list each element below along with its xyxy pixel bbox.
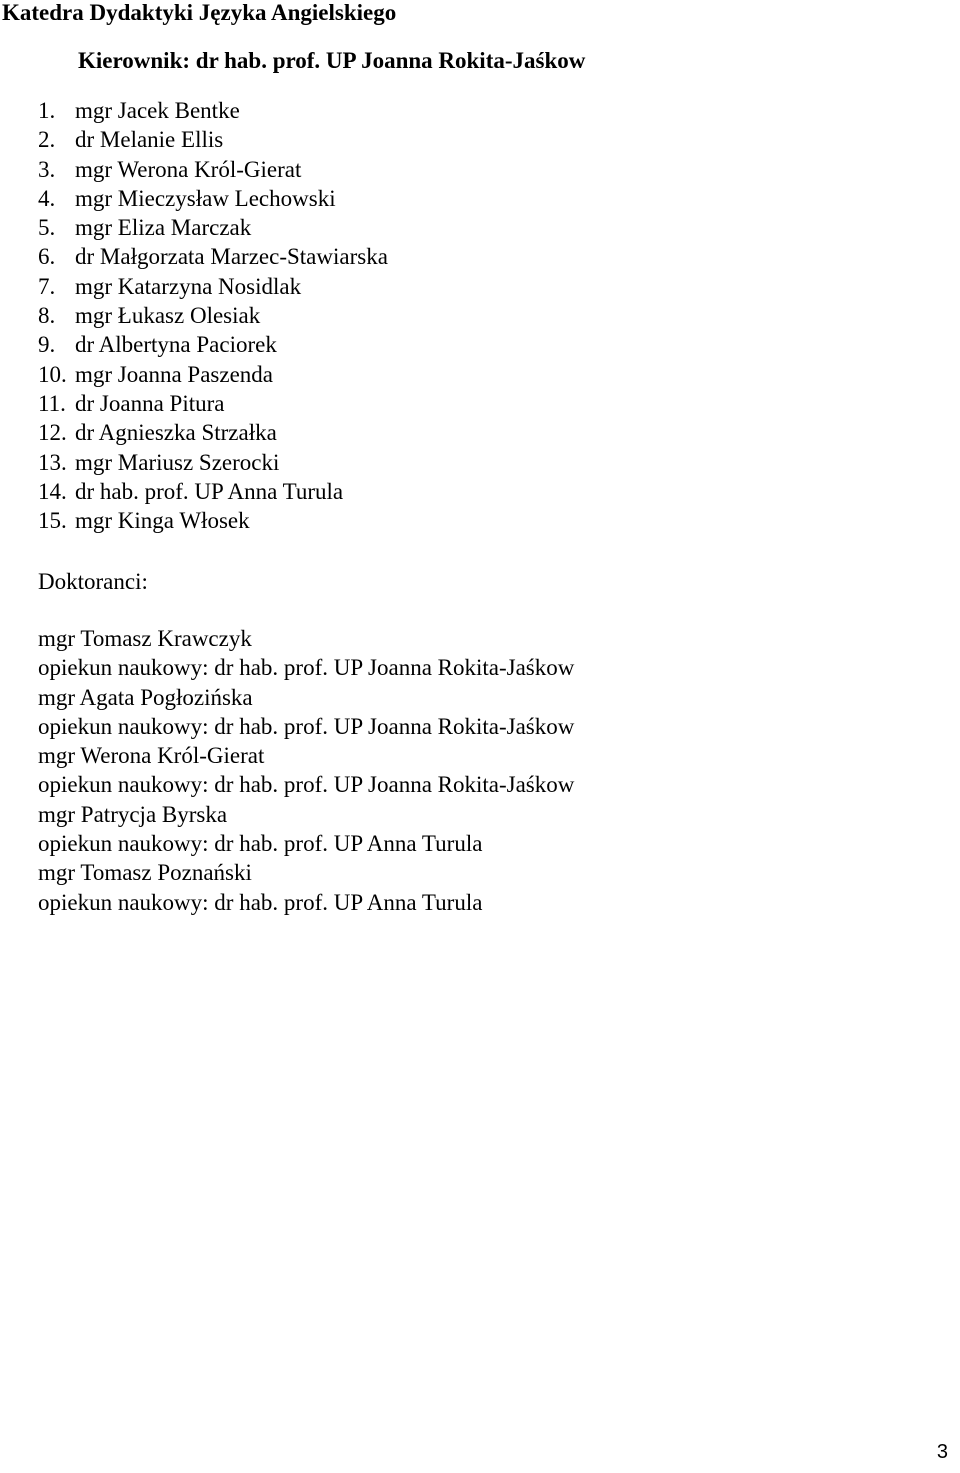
doctoral-name: mgr Werona Król-Gierat: [38, 743, 265, 769]
staff-number: 5.: [38, 215, 56, 241]
department-head: Kierownik: dr hab. prof. UP Joanna Rokita-Jaśkow: [78, 48, 586, 73]
department-title: Katedra Dydaktyki Języka Angielskiego: [2, 0, 397, 25]
doctoral-heading: Doktoranci:: [38, 569, 148, 594]
staff-number: 15.: [38, 508, 67, 534]
staff-name: mgr Eliza Marczak: [75, 215, 252, 241]
staff-list: [38, 96, 388, 535]
staff-number: 14.: [38, 478, 67, 504]
staff-number: 8.: [38, 303, 56, 329]
staff-item: [38, 301, 388, 330]
staff-item: [38, 96, 388, 125]
doctoral-supervisor: opiekun naukowy: dr hab. prof. UP Joanna Rokita-Jaśkow: [38, 713, 575, 739]
staff-item: [38, 389, 388, 418]
staff-number: 3.: [38, 156, 56, 182]
staff-item: [38, 184, 388, 213]
doctoral-name: mgr Agata Pogłozińska: [38, 684, 253, 710]
staff-item: [38, 213, 388, 242]
staff-name: mgr Kinga Włosek: [75, 508, 250, 534]
staff-item: [38, 448, 388, 477]
staff-name: mgr Werona Król-Gierat: [75, 156, 302, 182]
staff-number: 13.: [38, 449, 67, 475]
staff-number: 12.: [38, 420, 67, 446]
staff-number: 2.: [38, 127, 56, 153]
staff-number: 4.: [38, 185, 56, 211]
doctoral-supervisor: opiekun naukowy: dr hab. prof. UP Anna Turula: [38, 831, 483, 857]
page-number: 3: [936, 1441, 948, 1463]
staff-item: [38, 506, 388, 535]
staff-name: mgr Katarzyna Nosidlak: [75, 273, 302, 299]
staff-item: [38, 330, 388, 359]
staff-item: [38, 125, 388, 154]
doctoral-supervisor: opiekun naukowy: dr hab. prof. UP Anna Turula: [38, 889, 483, 915]
staff-item: [38, 155, 388, 184]
staff-name: dr hab. prof. UP Anna Turula: [75, 478, 344, 504]
staff-item: [38, 272, 388, 301]
doctoral-supervisor: opiekun naukowy: dr hab. prof. UP Joanna Rokita-Jaśkow: [38, 655, 575, 681]
doctoral-name: mgr Tomasz Poznański: [38, 860, 252, 886]
staff-number: 10.: [38, 361, 67, 387]
staff-number: 11.: [38, 390, 66, 416]
staff-name: dr Albertyna Paciorek: [75, 332, 277, 358]
staff-name: dr Melanie Ellis: [75, 127, 224, 153]
staff-item: [38, 360, 388, 389]
staff-item: [38, 477, 388, 506]
staff-name: mgr Mariusz Szerocki: [75, 449, 280, 475]
doctoral-name: mgr Tomasz Krawczyk: [38, 626, 252, 651]
staff-number: 9.: [38, 332, 56, 358]
doctoral-list: [38, 624, 574, 917]
staff-name: mgr Jacek Bentke: [75, 98, 240, 123]
staff-name: mgr Łukasz Olesiak: [75, 303, 261, 329]
staff-item: [38, 418, 388, 447]
staff-name: mgr Mieczysław Lechowski: [75, 185, 336, 211]
staff-item: [38, 242, 388, 271]
staff-name: dr Joanna Pitura: [75, 390, 225, 416]
doctoral-supervisor: opiekun naukowy: dr hab. prof. UP Joanna Rokita-Jaśkow: [38, 772, 575, 798]
staff-number: 6.: [38, 244, 56, 270]
staff-number: 7.: [38, 273, 56, 299]
staff-name: dr Agnieszka Strzałka: [75, 420, 277, 446]
doctoral-name: mgr Patrycja Byrska: [38, 801, 228, 827]
staff-name: mgr Joanna Paszenda: [75, 361, 273, 387]
staff-number: 1.: [38, 98, 56, 123]
staff-name: dr Małgorzata Marzec-Stawiarska: [75, 244, 388, 270]
